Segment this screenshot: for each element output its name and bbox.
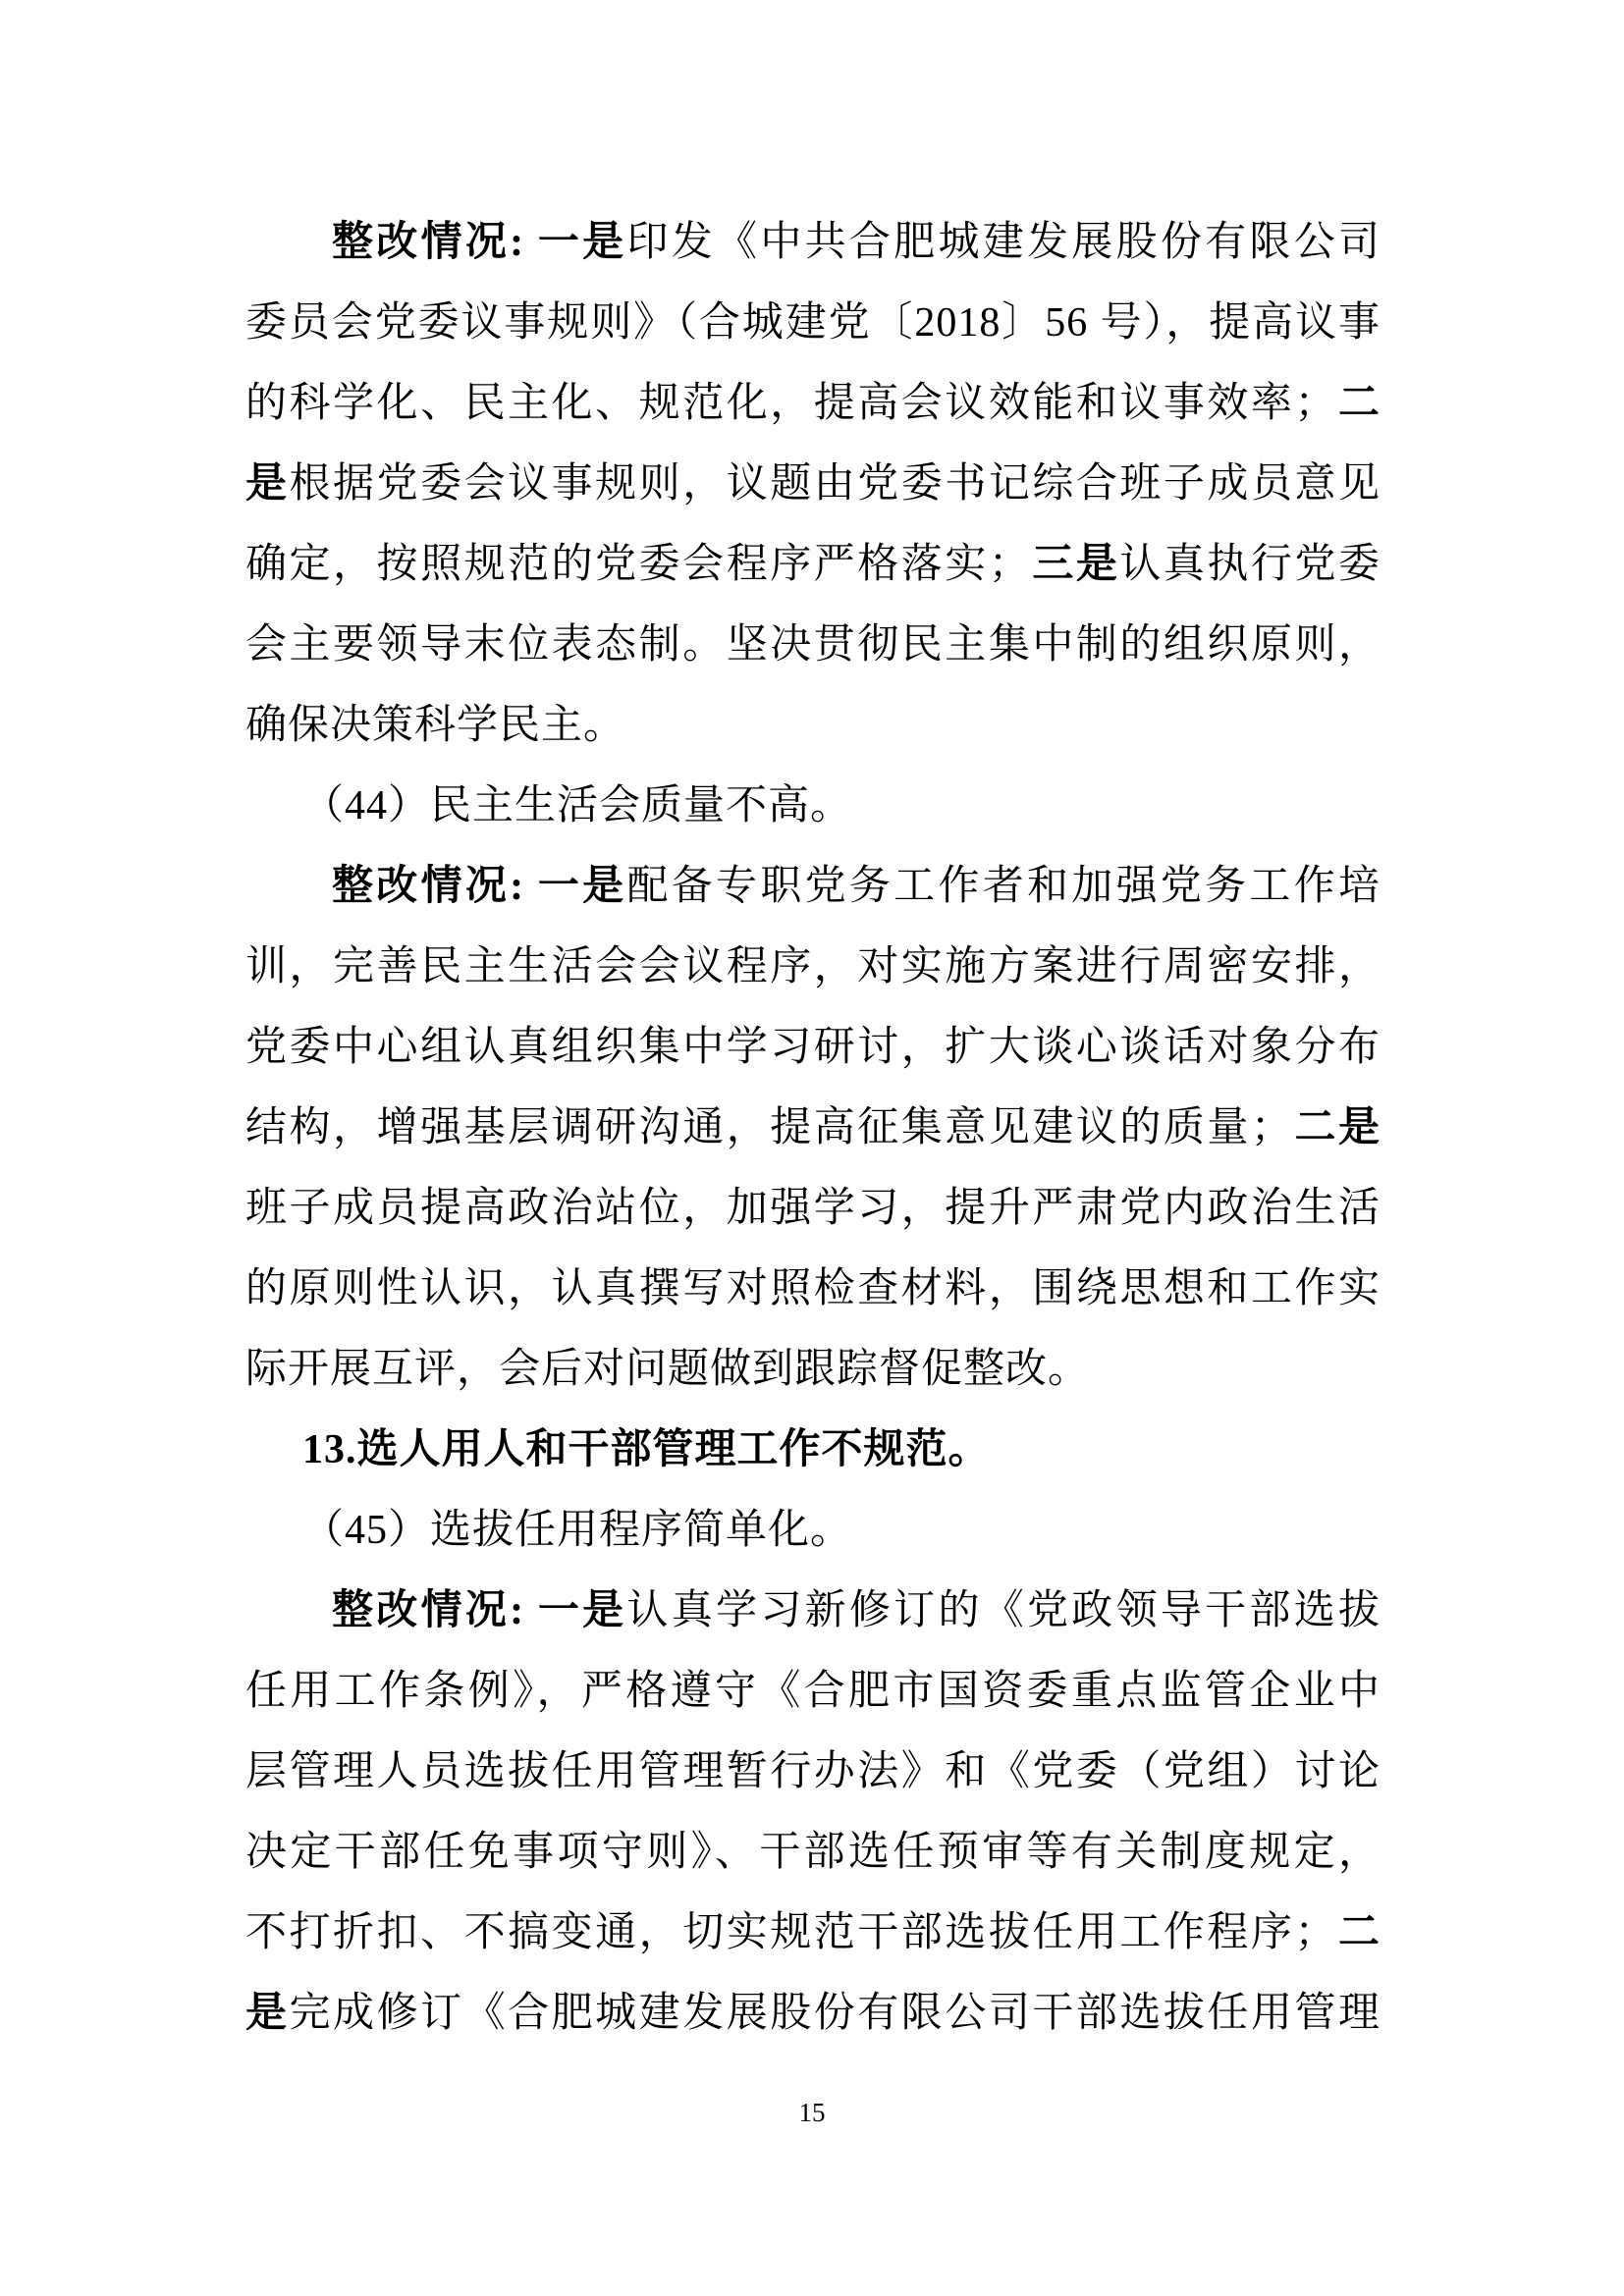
bold-text-segment: 二 xyxy=(1336,381,1380,426)
bold-text-segment: 整改情况: 一是 xyxy=(332,864,627,909)
bold-text-segment: 整改情况: 一是 xyxy=(332,1588,627,1633)
text-line xyxy=(245,1168,1380,1249)
bold-text-segment: 13.选人用人和干部管理工作不规范。 xyxy=(302,1427,991,1472)
text-segment: 班子成员提高政治站位，加强学习，提升严肃党内政治生活 xyxy=(245,1186,1380,1231)
text-segment: 印发《中共合肥城建发展股份有限公司 xyxy=(626,220,1380,265)
text-line xyxy=(245,1088,1380,1168)
text-segment: 配备专职党务工作者和加强党务工作培 xyxy=(626,864,1380,909)
text-line xyxy=(245,444,1380,524)
text-segment: 党委中心组认真组织集中学习研讨，扩大谈心谈话对象分布 xyxy=(245,1025,1380,1070)
bold-text-segment: 二 xyxy=(1336,1910,1380,1955)
text-line xyxy=(245,1249,1380,1329)
text-line xyxy=(245,1571,1380,1651)
text-segment: 结构，增强基层调研沟通，提高征集意见建议的质量； xyxy=(245,1105,1293,1150)
text-segment: 决定干部任免事项守则》、干部选任预审等有关制度规定， xyxy=(245,1830,1380,1875)
text-segment: 委员会党委议事规则》（合城建党〔2018〕56 号），提高议事 xyxy=(245,300,1380,346)
text-line xyxy=(245,766,1380,846)
text-segment: 确保决策科学民主。 xyxy=(245,703,626,748)
text-line xyxy=(245,1651,1380,1732)
bold-text-segment: 是 xyxy=(245,461,290,507)
bold-text-segment: 是 xyxy=(245,1991,290,2036)
text-segment: 确定，按照规范的党委会程序严格落实； xyxy=(245,542,1031,587)
text-segment: （45）选拔任用程序简单化。 xyxy=(302,1508,853,1553)
text-segment: 根据党委会议事规则，议题由党委书记综合班子成员意见 xyxy=(289,461,1380,507)
text-line xyxy=(245,524,1380,605)
text-line xyxy=(245,1812,1380,1893)
text-line xyxy=(245,1007,1380,1088)
text-line xyxy=(245,1490,1380,1571)
text-segment: 认真学习新修订的《党政领导干部选拔 xyxy=(626,1588,1380,1633)
text-segment: 完成修订《合肥城建发展股份有限公司干部选拔任用管理 xyxy=(289,1991,1380,2036)
text-line xyxy=(245,1410,1380,1490)
text-line xyxy=(245,363,1380,444)
text-line xyxy=(245,202,1380,283)
bold-text-segment: 整改情况: 一是 xyxy=(332,220,627,265)
text-line xyxy=(245,846,1380,927)
text-line xyxy=(245,605,1380,685)
text-segment: 层管理人员选拔任用管理暂行办法》和《党委（党组）讨论 xyxy=(245,1749,1380,1794)
text-line xyxy=(245,283,1380,363)
text-line xyxy=(245,685,1380,766)
text-line xyxy=(245,1329,1380,1410)
text-segment: 任用工作条例》，严格遵守《合肥市国资委重点监管企业中 xyxy=(245,1669,1380,1714)
text-segment: （44）民主生活会质量不高。 xyxy=(302,783,853,828)
text-body xyxy=(245,202,1380,2054)
text-segment: 际开展互评，会后对问题做到跟踪督促整改。 xyxy=(245,1347,1091,1392)
bold-text-segment: 二是 xyxy=(1292,1105,1380,1150)
text-segment: 的科学化、民主化、规范化，提高会议效能和议事效率； xyxy=(245,381,1337,426)
text-segment: 会主要领导末位表态制。坚决贯彻民主集中制的组织原则， xyxy=(245,622,1380,667)
text-segment: 不打折扣、不搞变通，切实规范干部选拔任用工作程序； xyxy=(245,1910,1337,1955)
bold-text-segment: 三是 xyxy=(1030,542,1120,587)
text-segment: 训，完善民主生活会会议程序，对实施方案进行周密安排， xyxy=(245,944,1380,989)
page-number: 15 xyxy=(798,2098,826,2127)
text-segment: 的原则性认识，认真撰写对照检查材料，围绕思想和工作实 xyxy=(245,1266,1380,1311)
text-line xyxy=(245,1732,1380,1812)
text-segment: 认真执行党委 xyxy=(1119,542,1380,587)
text-line xyxy=(245,1893,1380,1973)
text-line xyxy=(245,1973,1380,2054)
text-line xyxy=(245,927,1380,1007)
